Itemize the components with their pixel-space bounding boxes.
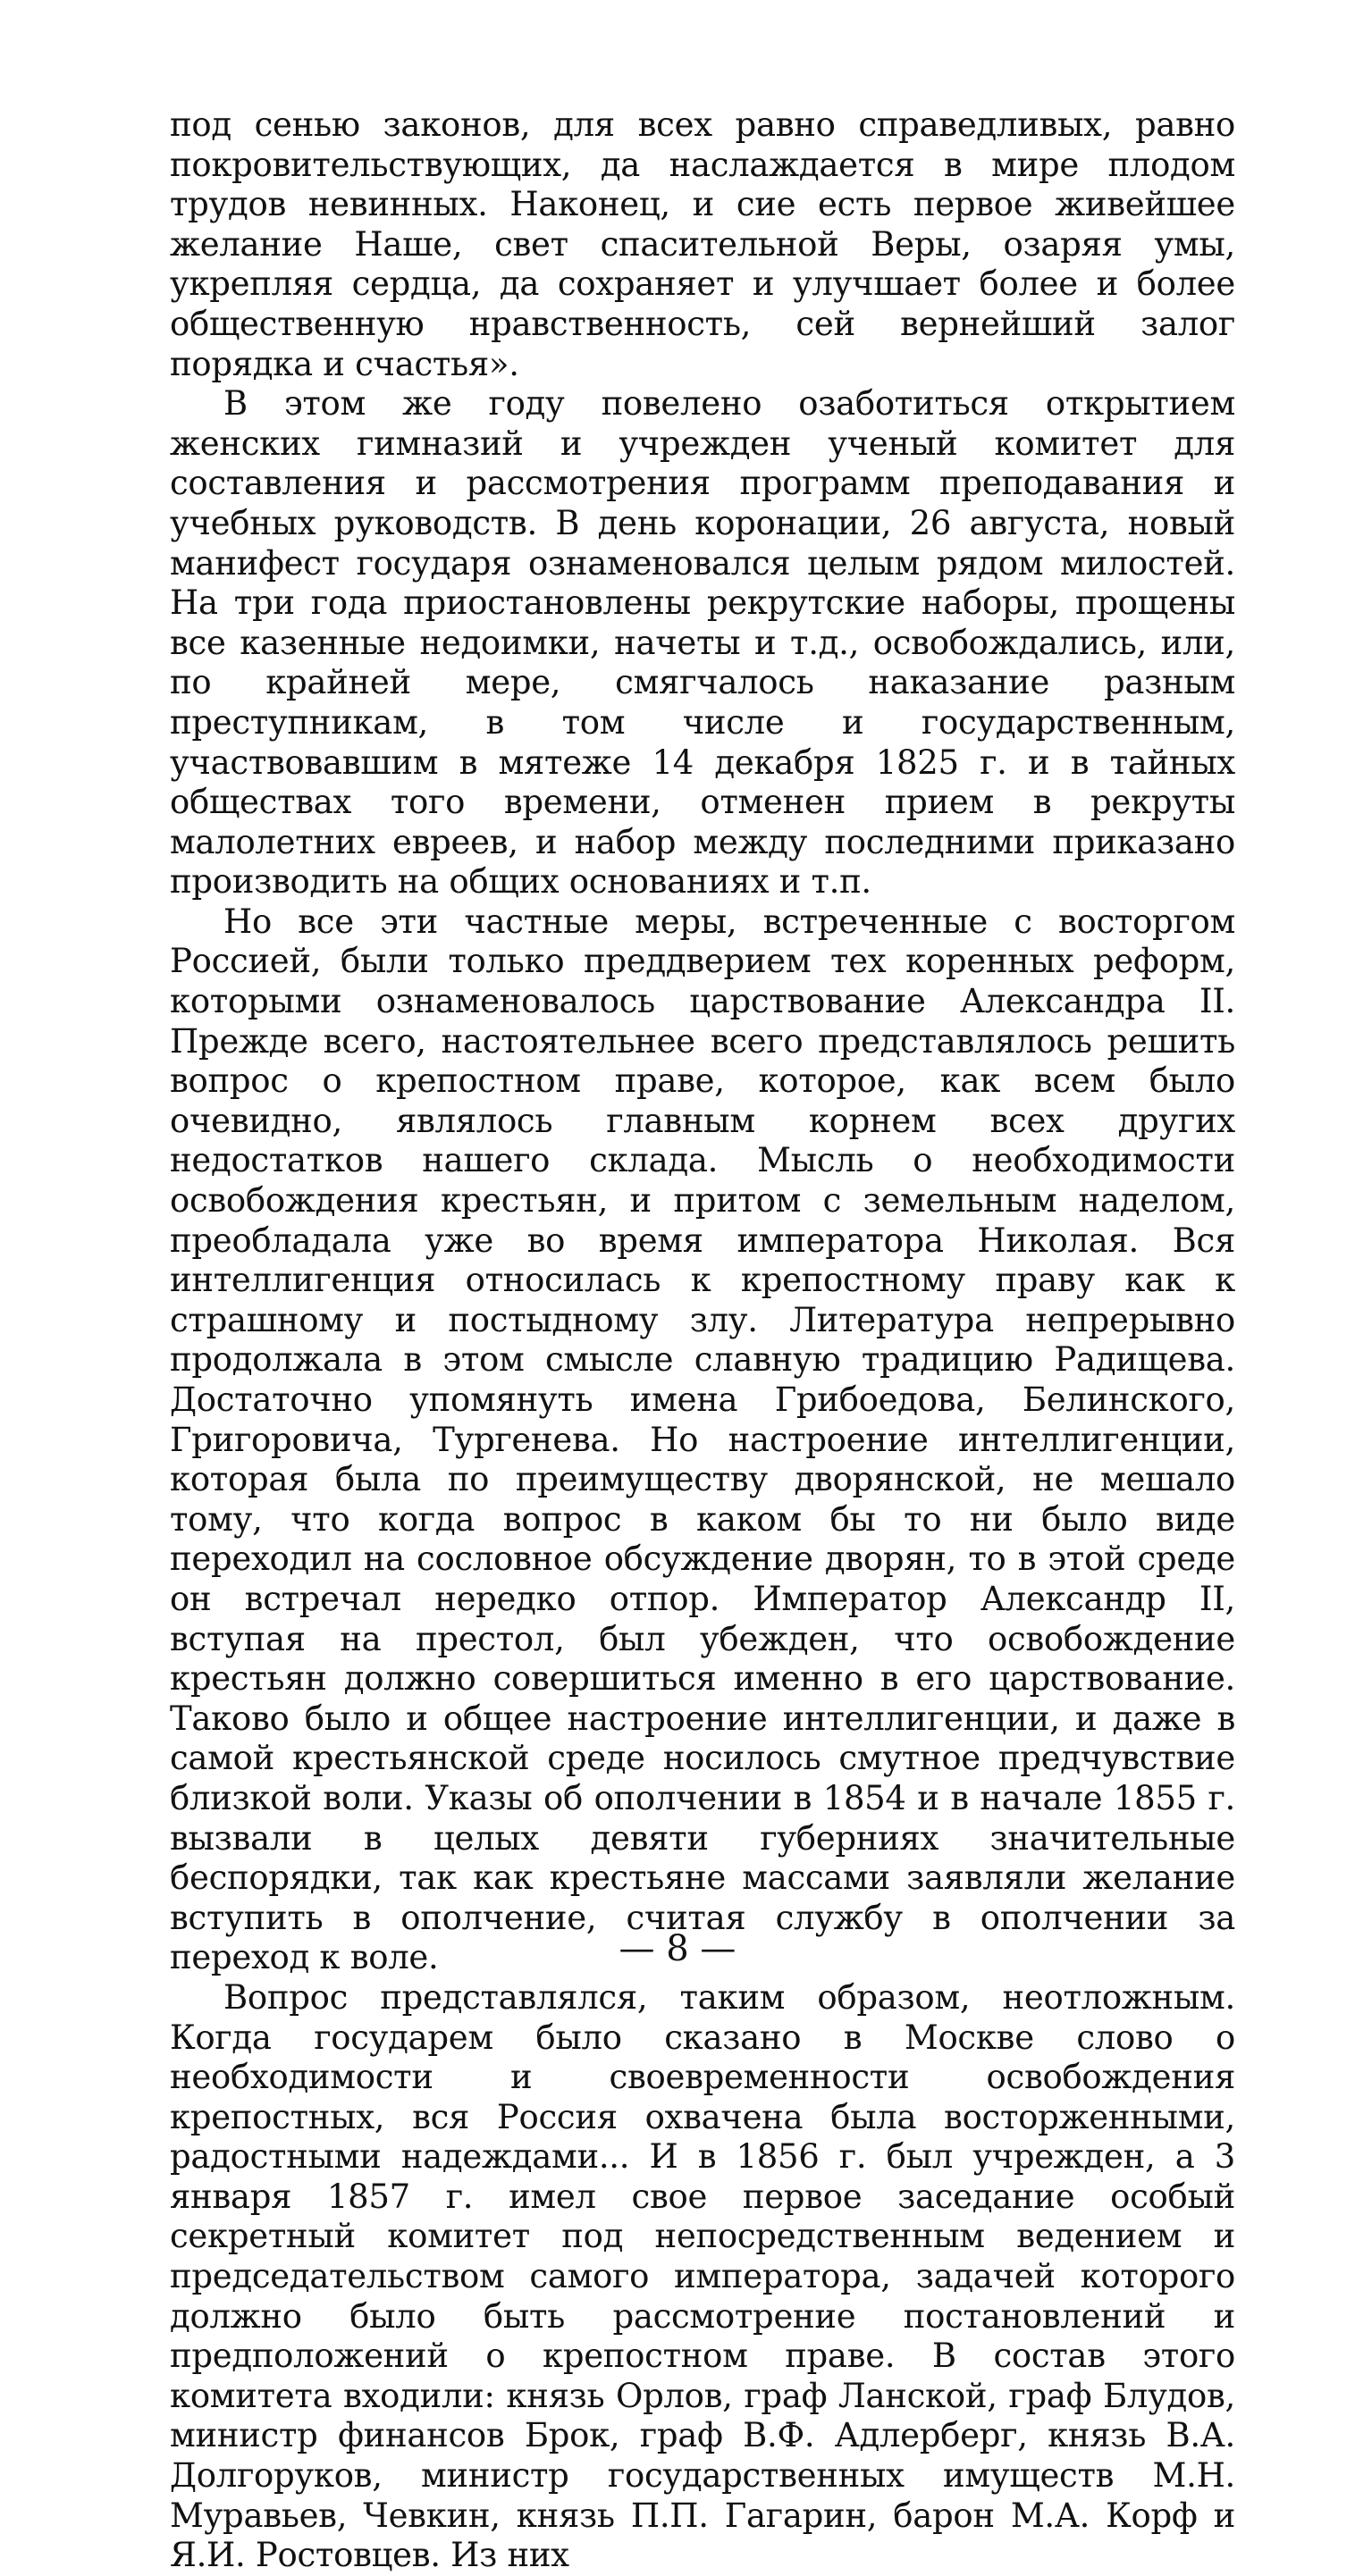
page-body <box>170 105 1235 2576</box>
paragraph-2: В этом же году повелено озаботиться открытием женских гимназий и учрежден ученый комитет для составления и рассмотрения программ преподавания и учебных руководств. В день коронации, 26 августа, новый манифест государя ознаменовался целым рядом милостей. На три года приостановлены рекрутские наборы, прощены все казенные недоимки, начеты и т.д., освобождались, или, по крайней мере, смягчалось наказание разным преступникам, в том числе и государственным, участвовавшим в мятеже 14 декабря 1825 г. и в тайных обществах того времени, отменен прием в рекруты малолетних евреев, и набор между последними приказано производить на общих основаниях и т.п. <box>170 384 1235 902</box>
paragraph-3: Но все эти частные меры, встреченные с восторгом Россией, были только преддверием тех коренных реформ, которыми ознаменовалось царствование Александра II. Прежде всего, настоятельнее всего представлялось решить вопрос о крепостном праве, которое, как всем было очевидно, являлось главным корнем всех других недостатков нашего склада. Мысль о необходимости освобождения крестьян, и притом с земельным наделом, преобладала уже во время императора Николая. Вся интеллигенция относилась к крепостному праву как к страшному и постыдному злу. Литература непрерывно продолжала в этом смысле славную традицию Радищева. Достаточно упомянуть имена Грибоедова, Белинского, Григоровича, Тургенева. Но настроение интеллигенции, которая была по преимуществу дворянской, не мешало тому, что когда вопрос в каком бы то ни было виде переходил на сословное обсуждение дворян, то в этой среде он встречал нередко отпор. Император Александр II, вступая на престол, был убежден, что освобождение крестьян должно совершиться именно в его царствование. Таково было и общее настроение интеллигенции, и даже в самой крестьянской среде носилось смутное предчувствие близкой воли. Указы об ополчении в 1854 и в начале 1855 г. вызвали в целых девяти губерниях значительные беспорядки, так как крестьяне массами заявляли желание вступить в ополчение, считая службу в ополчении за переход к воле. <box>170 902 1235 1977</box>
paragraph-4: Вопрос представлялся, таким образом, неотложным. Когда государем было сказано в Москве слово о необходимости и своевременности освобождения крепостных, вся Россия охвачена была восторженными, радостными надеждами... И в 1856 г. был учрежден, а 3 января 1857 г. имел свое первое заседание особый секретный комитет под непосредственным ведением и председательством самого императора, задачей которого должно было быть рассмотрение постановлений и предположений о крепостном праве. В состав этого комитета входили: князь Орлов, граф Ланской, граф Блудов, министр финансов Брок, граф В.Ф. Адлерберг, князь В.А. Долгоруков, министр государственных имуществ М.Н. Муравьев, Чевкин, князь П.П. Гагарин, барон М.А. Корф и Я.И. Ростовцев. Из них <box>170 1977 1235 2575</box>
paragraph-1: под сенью законов, для всех равно справедливых, равно покровительствующих, да наслаждается в мире плодом трудов невинных. Наконец, и сие есть первое живейшее желание Наше, свет спасительной Веры, озаряя умы, укрепляя сердца, да сохраняет и улучшает более и более общественную нравственность, сей вернейший залог порядка и счастья». <box>170 105 1235 383</box>
page-number: — 8 — <box>619 1928 736 1969</box>
